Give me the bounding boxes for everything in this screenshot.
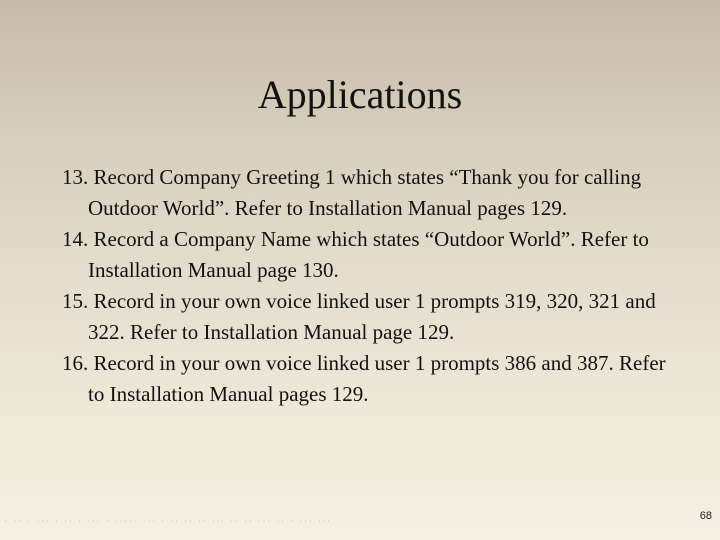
list-item-13: 13. Record Company Greeting 1 which states “Thank you for calling Outdoor World”. Refer to Installation Manual pages 129.: [62, 165, 642, 220]
list-item-16: 16. Record in your own voice linked user 1 prompts 386 and 387. Refer to Installation Manual pages 129.: [62, 351, 666, 406]
page-number: 68: [699, 510, 712, 522]
item-list: [62, 162, 682, 410]
list-item-14: 14. Record a Company Name which states “Outdoor World”. Refer to Installation Manual page 130.: [62, 227, 649, 282]
list-item-15: 15. Record in your own voice linked user 1 prompts 319, 320, 321 and 322. Refer to Installation Manual page 129.: [62, 289, 656, 344]
footer-decoration: · ·· · ··· · ·· · ··· · ····· ··· · ·· ·· ·· ··· ·· ·· ··· ·· · ··· ···: [4, 518, 332, 524]
slide-title: Applications: [257, 72, 463, 117]
